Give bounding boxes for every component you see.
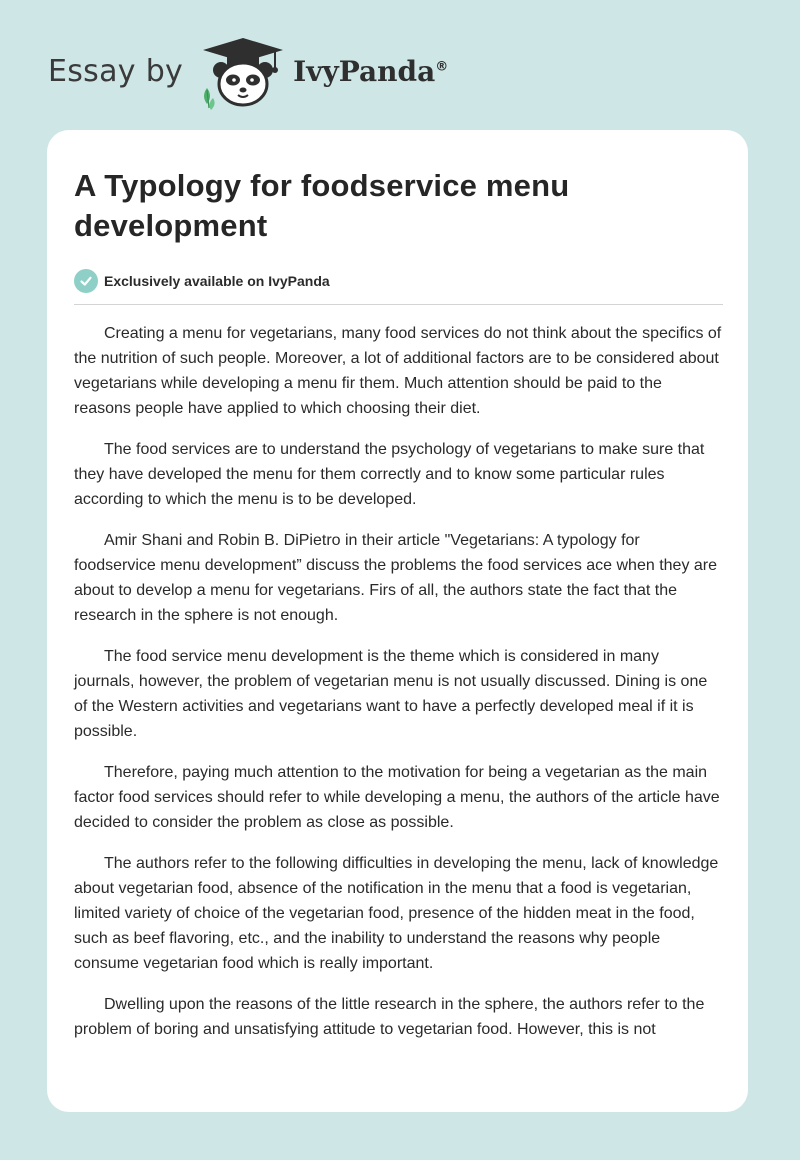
article-inner	[74, 166, 723, 1038]
article-card	[47, 130, 748, 1112]
brand-name-text: IvyPanda	[293, 55, 436, 88]
article-body	[74, 321, 723, 1038]
exclusive-badge-row	[74, 268, 723, 294]
article-title: A Typology for foodservice menu development	[74, 168, 570, 243]
panda-logo-icon	[197, 34, 289, 110]
registered-mark: ®	[435, 59, 449, 75]
brand-header[interactable]	[48, 34, 448, 110]
paragraph-4: The food service menu development is the theme which is considered in many journals, however, the problem of vegetarian menu is not usually discussed. Dining is one of the Western activities and vegetarians want to have a perfectly developed meal if it is possible.	[74, 648, 708, 740]
check-icon	[74, 269, 98, 293]
brand-prefix: Essay by	[48, 54, 184, 89]
paragraph-3: Amir Shani and Robin B. DiPietro in their article "Vegetarians: A typology for foodservice menu development” discuss the problems the food services ace when they are about to develop a menu for vegetarians. Firs of all, the authors state the fact that the research in the sphere is not enough.	[74, 532, 718, 624]
title-divider	[74, 304, 723, 305]
paragraph-1: Creating a menu for vegetarians, many food services do not think about the specifics of the nutrition of such people. Moreover, a lot of additional factors are to be considered about vegetarians while developing a menu fir them. Much attention should be paid to the reasons people have applied to which choosing their diet.	[74, 325, 722, 417]
brand-name	[293, 55, 449, 88]
exclusive-label: Exclusively available on IvyPanda	[104, 273, 330, 289]
paragraph-6: The authors refer to the following difficulties in developing the menu, lack of knowledge about vegetarian food, absence of the notification in the menu that a food is vegetarian, limited variety of choice of the vegetarian food, presence of the hidden meat in the food, such as beef flavoring, etc., and the inability to understand the reasons why people consume vegetarian food which is really important.	[74, 855, 719, 972]
paragraph-2: The food services are to understand the psychology of vegetarians to make sure that they have developed the menu for them correctly and to know some particular rules according to which the menu is to be developed.	[74, 441, 705, 508]
paragraph-5: Therefore, paying much attention to the motivation for being a vegetarian as the main factor food services should refer to while developing a menu, the authors of the article have decided to consider the problem as close as possible.	[74, 764, 720, 831]
paragraph-7: Dwelling upon the reasons of the little research in the sphere, the authors refer to the problem of boring and unsatisfying attitude to vegetarian food. However, this is not	[74, 996, 705, 1038]
check-mark-icon	[79, 274, 93, 288]
